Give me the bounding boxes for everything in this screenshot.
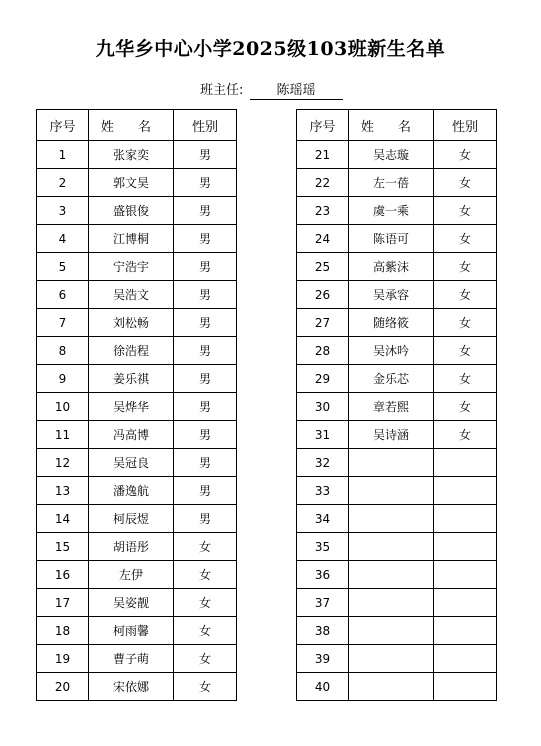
student-number: 5: [37, 253, 89, 281]
student-number: 27: [297, 309, 349, 337]
table-row: [37, 477, 237, 505]
column-header-gender: 性别: [174, 110, 237, 141]
student-gender: 男: [174, 365, 237, 393]
student-number: 35: [297, 533, 349, 561]
student-gender: 男: [174, 477, 237, 505]
roster-table-left: [36, 109, 237, 701]
table-row: [37, 533, 237, 561]
table-row: [297, 197, 497, 225]
student-gender: 女: [434, 253, 497, 281]
student-name: 吴姿靓: [89, 589, 174, 617]
table-row: [297, 253, 497, 281]
table-row: [297, 533, 497, 561]
student-name: 左伊: [89, 561, 174, 589]
table-row: [297, 309, 497, 337]
homeroom-teacher: [200, 79, 343, 100]
student-name: 章若熙: [349, 393, 434, 421]
student-name: [349, 645, 434, 673]
student-number: 19: [37, 645, 89, 673]
table-header-row: [37, 110, 237, 141]
student-number: 11: [37, 421, 89, 449]
table-row: [297, 225, 497, 253]
student-name: 宁浩宇: [89, 253, 174, 281]
student-name: 高紫沫: [349, 253, 434, 281]
student-number: 14: [37, 505, 89, 533]
student-number: 23: [297, 197, 349, 225]
student-name: 吴烨华: [89, 393, 174, 421]
table-row: [37, 589, 237, 617]
student-gender: 女: [434, 281, 497, 309]
student-gender: 男: [174, 197, 237, 225]
student-name: 随络筱: [349, 309, 434, 337]
student-number: 7: [37, 309, 89, 337]
column-header-number: 序号: [37, 110, 89, 141]
table-row: [297, 169, 497, 197]
table-row: [37, 169, 237, 197]
student-name: 吴沐吟: [349, 337, 434, 365]
student-name: 金乐芯: [349, 365, 434, 393]
table-row: [37, 673, 237, 701]
student-name: [349, 505, 434, 533]
student-gender: [434, 533, 497, 561]
student-name: 冯高博: [89, 421, 174, 449]
table-row: [297, 393, 497, 421]
table-row: [37, 337, 237, 365]
student-gender: 女: [434, 197, 497, 225]
table-row: [297, 645, 497, 673]
student-number: 16: [37, 561, 89, 589]
table-row: [37, 141, 237, 169]
student-number: 6: [37, 281, 89, 309]
student-number: 28: [297, 337, 349, 365]
student-name: 柯辰煜: [89, 505, 174, 533]
student-gender: 男: [174, 281, 237, 309]
student-gender: [434, 449, 497, 477]
student-number: 15: [37, 533, 89, 561]
student-number: 36: [297, 561, 349, 589]
student-number: 39: [297, 645, 349, 673]
student-number: 29: [297, 365, 349, 393]
table-row: [37, 505, 237, 533]
student-name: [349, 533, 434, 561]
student-name: [349, 449, 434, 477]
student-gender: [434, 561, 497, 589]
table-row: [37, 365, 237, 393]
roster-table-right: [296, 109, 497, 701]
table-row: [297, 141, 497, 169]
table-row: [297, 337, 497, 365]
table-row: [37, 645, 237, 673]
table-row: [297, 673, 497, 701]
student-gender: 女: [434, 309, 497, 337]
roster-table-right-body: [297, 110, 497, 701]
table-row: [37, 449, 237, 477]
student-number: 18: [37, 617, 89, 645]
column-header-gender: 性别: [434, 110, 497, 141]
student-name: 陈语可: [349, 225, 434, 253]
student-gender: 男: [174, 253, 237, 281]
table-row: [37, 225, 237, 253]
student-number: 40: [297, 673, 349, 701]
student-number: 22: [297, 169, 349, 197]
student-gender: 女: [174, 617, 237, 645]
student-name: 柯雨馨: [89, 617, 174, 645]
student-name: 虞一乘: [349, 197, 434, 225]
table-row: [37, 253, 237, 281]
student-gender: 男: [174, 309, 237, 337]
student-number: 33: [297, 477, 349, 505]
table-row: [37, 197, 237, 225]
student-gender: 女: [174, 561, 237, 589]
student-name: [349, 561, 434, 589]
student-name: 吴冠良: [89, 449, 174, 477]
page-title: 九华乡中心小学2025级103班新生名单: [95, 38, 446, 60]
table-row: [297, 505, 497, 533]
table-row: [37, 393, 237, 421]
student-number: 9: [37, 365, 89, 393]
student-number: 25: [297, 253, 349, 281]
homeroom-teacher-label: 班主任:: [200, 83, 244, 98]
table-row: [297, 281, 497, 309]
student-gender: 女: [174, 589, 237, 617]
student-name: 盛银俊: [89, 197, 174, 225]
student-gender: 女: [434, 421, 497, 449]
table-row: [297, 449, 497, 477]
student-name: 胡语彤: [89, 533, 174, 561]
table-row: [37, 561, 237, 589]
roster-table-left-body: [37, 110, 237, 701]
student-gender: 男: [174, 449, 237, 477]
table-row: [37, 421, 237, 449]
student-number: 8: [37, 337, 89, 365]
column-header-number: 序号: [297, 110, 349, 141]
student-number: 24: [297, 225, 349, 253]
student-number: 2: [37, 169, 89, 197]
student-number: 34: [297, 505, 349, 533]
student-number: 30: [297, 393, 349, 421]
student-gender: 男: [174, 169, 237, 197]
student-name: [349, 477, 434, 505]
student-gender: 女: [434, 225, 497, 253]
student-number: 20: [37, 673, 89, 701]
student-gender: [434, 477, 497, 505]
student-name: 吴诗涵: [349, 421, 434, 449]
table-row: [297, 365, 497, 393]
table-row: [297, 421, 497, 449]
student-name: 江博桐: [89, 225, 174, 253]
student-name: 吴志璇: [349, 141, 434, 169]
student-gender: 男: [174, 505, 237, 533]
student-name: 姜乐祺: [89, 365, 174, 393]
student-gender: [434, 645, 497, 673]
student-gender: [434, 505, 497, 533]
student-name: 徐浩程: [89, 337, 174, 365]
table-row: [37, 281, 237, 309]
table-row: [37, 309, 237, 337]
student-name: 左一蓓: [349, 169, 434, 197]
student-name: 吴浩文: [89, 281, 174, 309]
student-gender: 女: [434, 393, 497, 421]
student-number: 21: [297, 141, 349, 169]
student-gender: [434, 673, 497, 701]
student-number: 37: [297, 589, 349, 617]
student-name: [349, 673, 434, 701]
student-name: 曹子萌: [89, 645, 174, 673]
student-name: 张家奕: [89, 141, 174, 169]
student-number: 32: [297, 449, 349, 477]
student-number: 38: [297, 617, 349, 645]
student-gender: 女: [174, 533, 237, 561]
student-number: 12: [37, 449, 89, 477]
student-gender: 女: [174, 673, 237, 701]
student-number: 1: [37, 141, 89, 169]
table-row: [37, 617, 237, 645]
homeroom-teacher-name: 陈瑶瑶: [250, 83, 343, 100]
student-gender: 女: [434, 141, 497, 169]
student-number: 17: [37, 589, 89, 617]
student-name: 刘松畅: [89, 309, 174, 337]
table-header-row: [297, 110, 497, 141]
student-name: [349, 617, 434, 645]
student-gender: [434, 617, 497, 645]
student-gender: 女: [434, 169, 497, 197]
student-gender: 男: [174, 393, 237, 421]
student-name: 吴承容: [349, 281, 434, 309]
student-gender: 男: [174, 141, 237, 169]
table-row: [297, 561, 497, 589]
student-gender: 男: [174, 337, 237, 365]
student-number: 26: [297, 281, 349, 309]
student-number: 3: [37, 197, 89, 225]
student-number: 4: [37, 225, 89, 253]
student-gender: 男: [174, 225, 237, 253]
student-number: 10: [37, 393, 89, 421]
student-gender: 女: [434, 337, 497, 365]
student-gender: 女: [174, 645, 237, 673]
student-name: [349, 589, 434, 617]
student-gender: [434, 589, 497, 617]
table-row: [297, 589, 497, 617]
student-name: 郭文昊: [89, 169, 174, 197]
column-header-name: 姓 名: [89, 110, 174, 141]
student-number: 13: [37, 477, 89, 505]
column-header-name: 姓 名: [349, 110, 434, 141]
student-gender: 男: [174, 421, 237, 449]
table-row: [297, 617, 497, 645]
student-gender: 女: [434, 365, 497, 393]
student-name: 潘逸航: [89, 477, 174, 505]
table-row: [297, 477, 497, 505]
student-name: 宋依娜: [89, 673, 174, 701]
student-number: 31: [297, 421, 349, 449]
